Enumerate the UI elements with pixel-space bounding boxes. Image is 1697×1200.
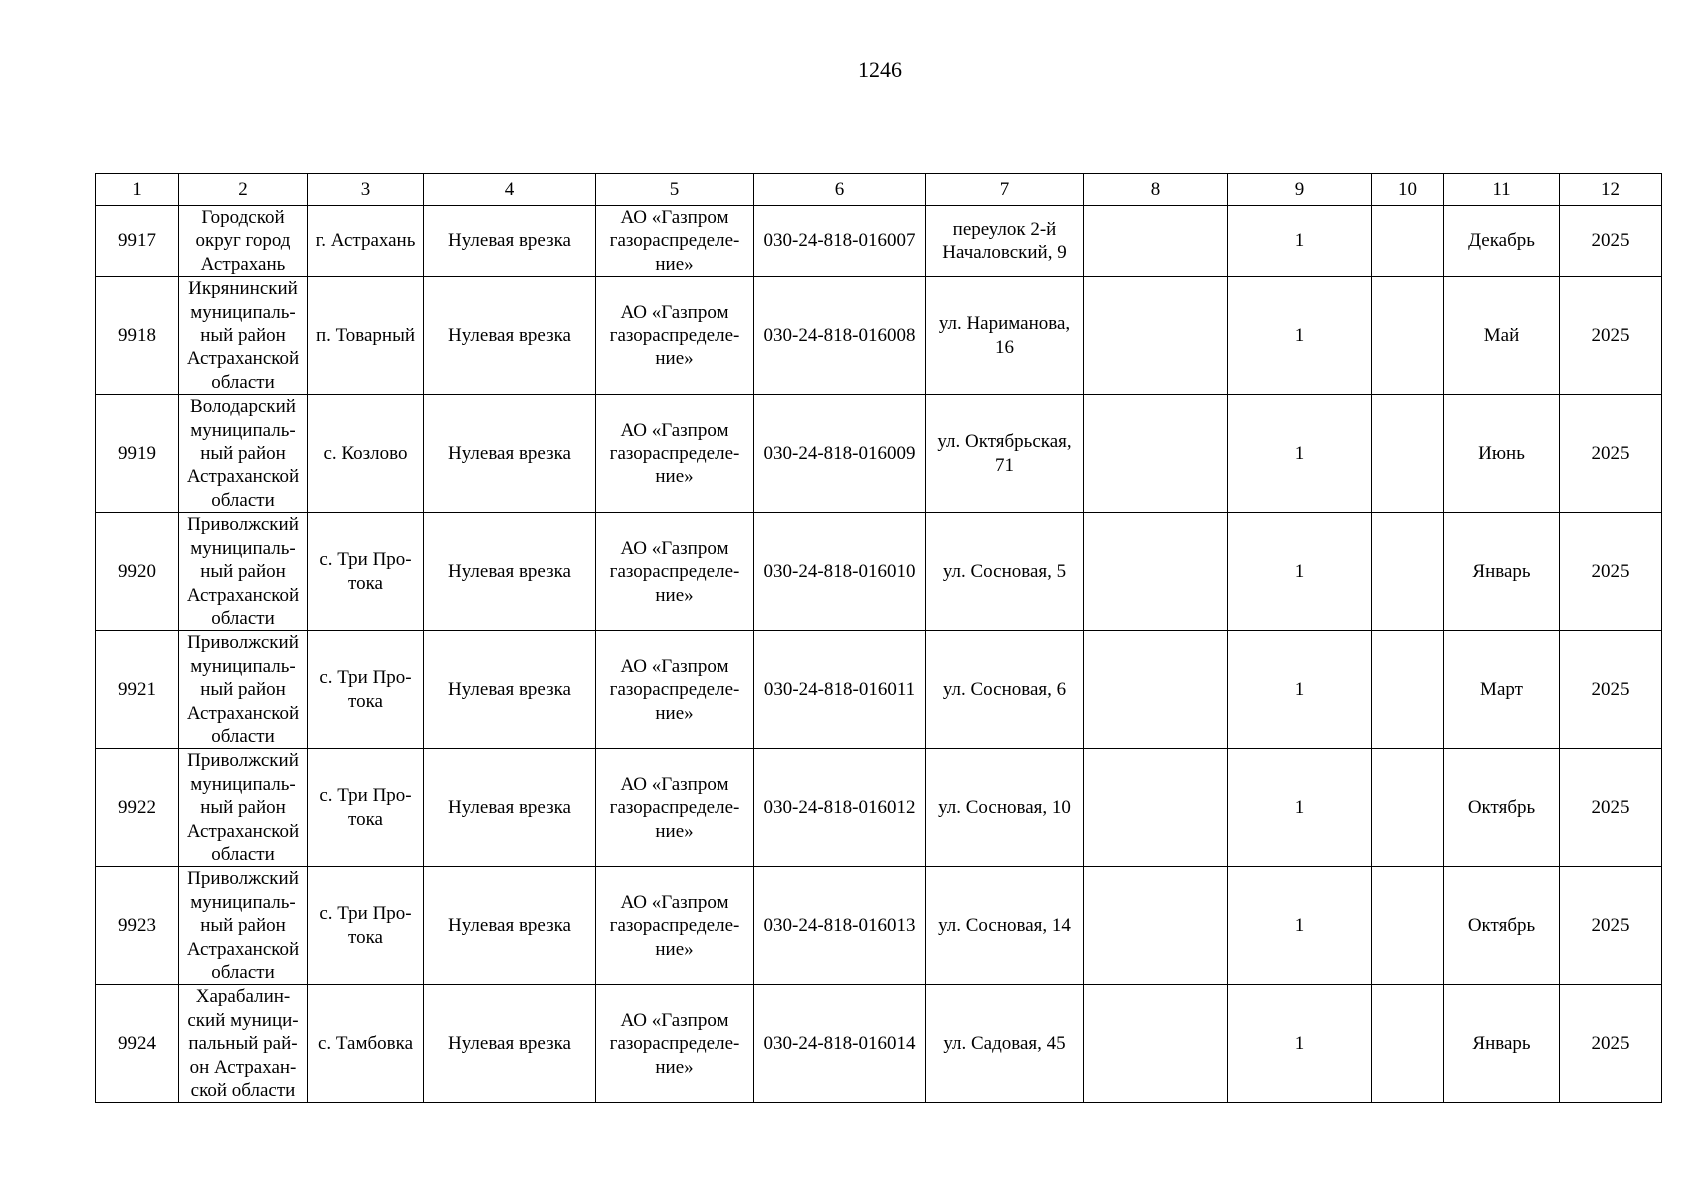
district-cell-line: муниципаль- [190,773,296,795]
column-header-2: 2 [179,174,308,206]
row-number-cell: 9924 [96,985,179,1103]
address-cell [926,277,1084,395]
settlement-cell [308,206,424,277]
organization-cell-line: АО «Газпром [620,301,729,323]
column-8-cell [1084,513,1228,631]
column-header-7: 7 [926,174,1084,206]
object-code-cell: 030-24-818-016012 [754,749,926,867]
organization-cell-line: газораспределе- [609,797,740,819]
address-cell-line: ул. Сосновая, 10 [938,797,1071,819]
district-cell-line: области [211,607,275,629]
quantity-cell: 1 [1228,277,1372,395]
column-header-10: 10 [1372,174,1444,206]
table-row [96,277,1662,395]
district-cell-line: ный район [200,443,286,465]
table-body [96,206,1662,1103]
organization-cell-line: газораспределе- [609,1033,740,1055]
work-type-cell: Нулевая врезка [424,631,596,749]
settlement-cell [308,631,424,749]
address-cell-line: ул. Сосновая, 14 [938,915,1071,937]
settlement-cell [308,395,424,513]
district-cell-line: Астрахань [200,253,286,275]
organization-cell-line: ние» [655,1056,694,1078]
column-10-cell [1372,749,1444,867]
organization-cell-line: АО «Газпром [620,1009,729,1031]
district-cell-line: Приволжский [187,868,299,890]
work-type-cell: Нулевая врезка [424,395,596,513]
settlement-cell [308,749,424,867]
settlement-cell-line: п. Товарный [315,325,416,347]
column-8-cell [1084,867,1228,985]
district-cell-line: Икрянинский [188,278,298,300]
district-cell-line: Астраханской [186,820,300,842]
settlement-cell [308,277,424,395]
district-cell-line: ный район [200,797,286,819]
district-cell-line: пальный рай- [188,1033,298,1055]
organization-cell-line: АО «Газпром [620,207,729,228]
settlement-cell [308,867,424,985]
year-cell: 2025 [1560,395,1662,513]
header-row [96,174,1662,206]
district-cell-line: Володарский [190,396,296,418]
column-8-cell [1084,631,1228,749]
month-cell: Декабрь [1444,206,1560,277]
district-cell-line: муниципаль- [190,301,296,323]
district-cell [179,631,308,749]
organization-cell-line: АО «Газпром [620,891,729,913]
district-cell-line: муниципаль- [190,891,296,913]
address-cell-line: ул. Сосновая, 6 [942,679,1067,701]
organization-cell [596,277,754,395]
district-cell-line: муниципаль- [190,655,296,677]
district-cell-line: муниципаль- [190,419,296,441]
organization-cell [596,513,754,631]
month-cell: Июнь [1444,395,1560,513]
column-header-8: 8 [1084,174,1228,206]
district-cell [179,277,308,395]
address-cell [926,749,1084,867]
district-cell-line: области [211,725,275,747]
organization-cell-line: газораспределе- [609,915,740,937]
address-cell [926,513,1084,631]
table-row [96,749,1662,867]
month-cell: Январь [1444,985,1560,1103]
column-header-5: 5 [596,174,754,206]
district-cell-line: ской области [190,1080,296,1102]
settlement-cell-line: с. Козлово [323,443,408,465]
object-code-cell: 030-24-818-016011 [754,631,926,749]
organization-cell-line: АО «Газпром [620,655,729,677]
column-8-cell [1084,749,1228,867]
row-number-cell: 9921 [96,631,179,749]
district-cell-line: ный район [200,679,286,701]
row-number-cell: 9920 [96,513,179,631]
table-row [96,513,1662,631]
settlement-cell-line: тока [348,690,383,712]
quantity-cell: 1 [1228,631,1372,749]
row-number-cell: 9922 [96,749,179,867]
column-8-cell [1084,277,1228,395]
organization-cell-line: газораспределе- [609,679,740,701]
address-cell-line: переулок 2-й [952,218,1057,240]
organization-cell-line: АО «Газпром [620,773,729,795]
address-cell [926,631,1084,749]
district-cell-line: области [211,843,275,865]
settlement-cell-line: с. Три Про- [319,549,412,571]
district-cell-line: ский муници- [187,1009,299,1031]
row-number-cell: 9919 [96,395,179,513]
column-header-6: 6 [754,174,926,206]
settlement-cell [308,513,424,631]
column-8-cell [1084,206,1228,277]
district-cell-line: Астраханской [186,702,300,724]
month-cell: Март [1444,631,1560,749]
district-cell-line: Приволжский [187,632,299,654]
settlement-cell-line: с. Три Про- [319,903,412,925]
address-cell-line: Началовский, 9 [942,242,1067,264]
address-cell-line: 71 [995,454,1014,476]
organization-cell-line: газораспределе- [609,443,740,465]
work-type-cell: Нулевая врезка [424,867,596,985]
organization-cell-line: газораспределе- [609,230,740,252]
district-cell-line: Городской [201,207,285,228]
district-cell-line: ный район [200,325,286,347]
organization-cell-line: АО «Газпром [620,537,729,559]
address-cell-line: ул. Сосновая, 5 [942,561,1067,583]
page-number: 1246 [858,57,902,82]
work-type-cell: Нулевая врезка [424,277,596,395]
organization-cell [596,395,754,513]
table-row [96,631,1662,749]
district-cell-line: он Астрахан- [189,1056,297,1078]
settlement-cell-line: с. Тамбовка [317,1033,414,1055]
district-cell-line: Приволжский [187,750,299,772]
quantity-cell: 1 [1228,395,1372,513]
organization-cell-line: ние» [655,253,694,275]
column-10-cell [1372,985,1444,1103]
year-cell: 2025 [1560,749,1662,867]
row-number-cell: 9918 [96,277,179,395]
work-type-cell: Нулевая врезка [424,513,596,631]
column-header-4: 4 [424,174,596,206]
organization-cell [596,985,754,1103]
organization-cell-line: ние» [655,820,694,842]
object-code-cell: 030-24-818-016007 [754,206,926,277]
year-cell: 2025 [1560,867,1662,985]
settlement-cell-line: тока [348,926,383,948]
year-cell: 2025 [1560,513,1662,631]
organization-cell [596,631,754,749]
year-cell: 2025 [1560,631,1662,749]
work-type-cell: Нулевая врезка [424,206,596,277]
table-row [96,395,1662,513]
organization-cell-line: ние» [655,938,694,960]
district-cell-line: области [211,962,275,983]
address-cell [926,985,1084,1103]
district-cell-line: муниципаль- [190,537,296,559]
district-cell-line: Астраханской [186,466,300,488]
column-8-cell [1084,395,1228,513]
column-header-3: 3 [308,174,424,206]
address-cell-line: ул. Нариманова, [938,313,1071,335]
settlement-cell-line: тока [348,572,383,594]
column-10-cell [1372,206,1444,277]
object-code-cell: 030-24-818-016008 [754,277,926,395]
quantity-cell: 1 [1228,513,1372,631]
district-cell [179,513,308,631]
organization-cell [596,206,754,277]
district-cell-line: ный район [200,561,286,583]
column-10-cell [1372,513,1444,631]
organization-cell [596,749,754,867]
organization-cell-line: АО «Газпром [620,419,729,441]
organization-cell-line: ние» [655,466,694,488]
column-10-cell [1372,277,1444,395]
district-cell-line: округ город [195,230,291,252]
table-row [96,206,1662,277]
column-10-cell [1372,867,1444,985]
month-cell: Май [1444,277,1560,395]
row-number-cell: 9923 [96,867,179,985]
district-cell-line: Харабалин- [195,986,291,1008]
quantity-cell: 1 [1228,749,1372,867]
district-cell-line: области [211,489,275,511]
quantity-cell: 1 [1228,867,1372,985]
works-table [95,173,1662,1103]
work-type-cell: Нулевая врезка [424,985,596,1103]
object-code-cell: 030-24-818-016009 [754,395,926,513]
district-cell-line: Астраханской [186,584,300,606]
district-cell [179,867,308,985]
organization-cell-line: ние» [655,584,694,606]
organization-cell-line: газораспределе- [609,561,740,583]
address-cell-line: ул. Садовая, 45 [943,1033,1066,1055]
district-cell-line: Астраханской [186,938,300,960]
district-cell [179,206,308,277]
table-row [96,985,1662,1103]
settlement-cell [308,985,424,1103]
district-cell-line: Приволжский [187,514,299,536]
quantity-cell: 1 [1228,206,1372,277]
address-cell [926,867,1084,985]
column-10-cell [1372,395,1444,513]
column-header-12: 12 [1560,174,1662,206]
district-cell [179,749,308,867]
row-number-cell: 9917 [96,206,179,277]
settlement-cell-line: с. Три Про- [319,667,412,689]
column-10-cell [1372,631,1444,749]
address-cell-line: 16 [995,336,1014,358]
district-cell-line: области [211,371,275,393]
object-code-cell: 030-24-818-016013 [754,867,926,985]
district-cell [179,395,308,513]
column-header-11: 11 [1444,174,1560,206]
settlement-cell-line: тока [348,808,383,830]
month-cell: Октябрь [1444,749,1560,867]
month-cell: Октябрь [1444,867,1560,985]
district-cell [179,985,308,1103]
month-cell: Январь [1444,513,1560,631]
column-header-1: 1 [96,174,179,206]
address-cell [926,395,1084,513]
address-cell [926,206,1084,277]
year-cell: 2025 [1560,985,1662,1103]
table-header [96,174,1662,206]
year-cell: 2025 [1560,277,1662,395]
district-cell-line: ный район [200,915,286,937]
organization-cell-line: ние» [655,702,694,724]
column-header-9: 9 [1228,174,1372,206]
work-type-cell: Нулевая врезка [424,749,596,867]
table-row [96,867,1662,985]
object-code-cell: 030-24-818-016014 [754,985,926,1103]
address-cell-line: ул. Октябрьская, [937,431,1072,453]
quantity-cell: 1 [1228,985,1372,1103]
organization-cell [596,867,754,985]
district-cell-line: Астраханской [186,348,300,370]
column-8-cell [1084,985,1228,1103]
settlement-cell-line: с. Три Про- [319,785,412,807]
organization-cell-line: газораспределе- [609,325,740,347]
settlement-cell-line: г. Астрахань [315,230,416,252]
object-code-cell: 030-24-818-016010 [754,513,926,631]
year-cell: 2025 [1560,206,1662,277]
organization-cell-line: ние» [655,348,694,370]
